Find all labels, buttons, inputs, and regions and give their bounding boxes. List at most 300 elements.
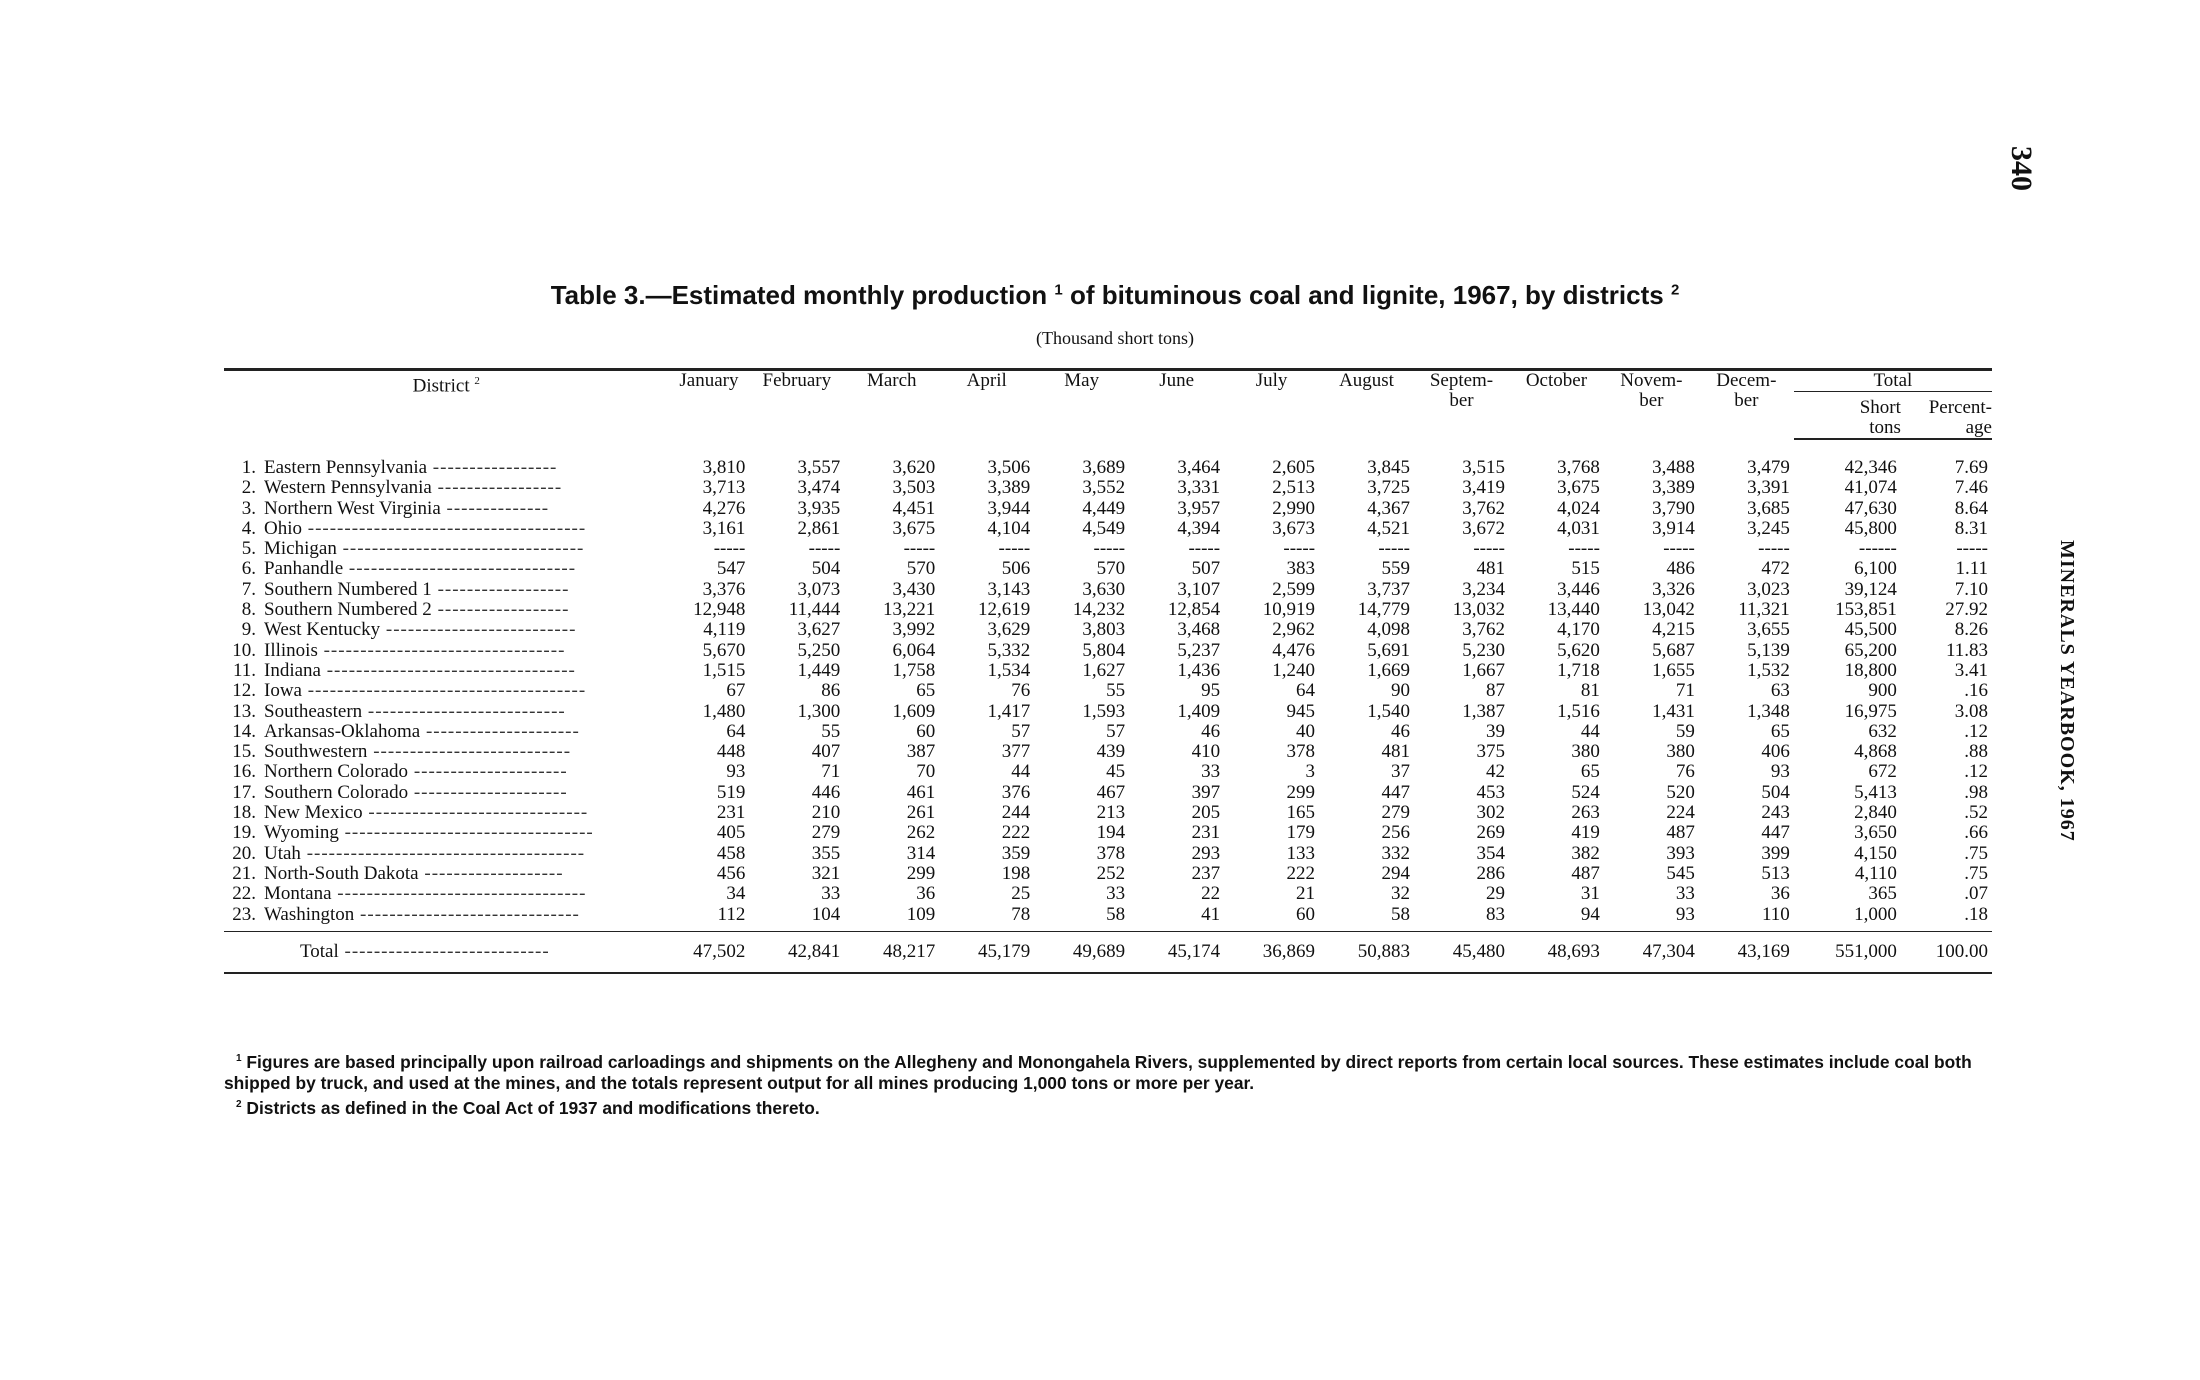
- short-tons-cell: 16,975: [1844, 700, 1897, 722]
- short-tons-cell: 1,000: [1854, 903, 1897, 925]
- short-tons-cell: 3,650: [1854, 822, 1897, 844]
- month-value-cell: 3,790: [1652, 497, 1695, 519]
- month-value-cell: 4,549: [1082, 517, 1126, 539]
- district-cell: 2. Western Pennsylvania -----------------: [241, 478, 563, 499]
- month-value-cell: 14,232: [1072, 599, 1126, 621]
- short-tons-cell: 47,630: [1844, 497, 1897, 519]
- total-month-cell: 42,841: [749, 931, 844, 973]
- district-cell: 14. Arkansas-Oklahoma ---------------------: [232, 721, 580, 742]
- district-cell: 12. Iowa --------------------------------------: [232, 681, 587, 702]
- month-value-cell: 14,779: [1357, 599, 1410, 621]
- percentage-cell: -----: [1956, 538, 1988, 560]
- month-value-cell: 55: [821, 720, 841, 742]
- month-header: March: [844, 370, 939, 440]
- month-value-cell: 4,367: [1367, 497, 1410, 519]
- month-value-cell: 60: [916, 720, 936, 742]
- month-header: Septem- ber: [1414, 370, 1509, 440]
- month-value-cell: 1,534: [987, 659, 1031, 681]
- month-value-cell: 13,032: [1452, 599, 1505, 621]
- month-value-cell: 3,488: [1652, 456, 1695, 478]
- month-value-cell: 57: [1106, 720, 1126, 742]
- total-month-cell: 45,480: [1414, 931, 1509, 973]
- month-value-cell: 448: [716, 741, 746, 763]
- month-value-cell: 3,655: [1747, 619, 1790, 641]
- month-value-cell: 198: [1001, 862, 1031, 884]
- percentage-cell: .75: [1964, 862, 1988, 884]
- month-value-cell: 3,389: [1652, 477, 1695, 499]
- month-value-cell: 1,300: [797, 700, 841, 722]
- month-value-cell: 60: [1296, 903, 1316, 925]
- month-header: January: [669, 370, 750, 440]
- month-value-cell: 513: [1761, 862, 1790, 884]
- month-value-cell: 67: [726, 680, 746, 702]
- month-value-cell: 1,758: [892, 659, 936, 681]
- month-value-cell: 1,348: [1747, 700, 1790, 722]
- month-value-cell: 3,685: [1747, 497, 1790, 519]
- percentage-cell: 7.69: [1954, 457, 1988, 478]
- percentage-cell: 11.83: [1945, 639, 1988, 661]
- month-value-cell: 12,948: [693, 599, 746, 621]
- table-row: [224, 559, 1992, 579]
- month-value-cell: 11,321: [1738, 599, 1790, 621]
- month-value-cell: 4,476: [1272, 639, 1316, 661]
- table-row: [224, 478, 1992, 498]
- footnote-2: $^2$ Districts as defined in the Coal Act of 1937 and modifications thereto.: [236, 1097, 820, 1118]
- month-value-cell: 5,139: [1747, 639, 1790, 661]
- month-value-cell: 90: [1391, 680, 1410, 702]
- short-tons-cell: 6,100: [1854, 558, 1897, 580]
- month-value-cell: 244: [1001, 802, 1031, 824]
- percentage-cell: .12: [1964, 761, 1988, 783]
- month-value-cell: 377: [1001, 741, 1031, 763]
- percentage-cell: 8.26: [1954, 619, 1988, 641]
- table-row: [224, 762, 1992, 782]
- month-value-cell: 570: [906, 558, 936, 580]
- month-value-cell: 4,098: [1367, 619, 1410, 641]
- month-value-cell: 3,675: [1557, 477, 1600, 499]
- month-value-cell: -----: [903, 538, 936, 560]
- month-header: June: [1129, 370, 1224, 440]
- short-tons-cell: 45,500: [1844, 619, 1897, 641]
- month-value-cell: 5,687: [1652, 639, 1695, 661]
- month-value-cell: 3,552: [1082, 477, 1126, 499]
- month-value-cell: 321: [811, 862, 841, 884]
- month-value-cell: 419: [1571, 822, 1600, 844]
- month-value-cell: 302: [1476, 802, 1505, 824]
- month-value-cell: 439: [1096, 741, 1126, 763]
- total-month-cell: 36,869: [1224, 931, 1319, 973]
- table-body: [224, 439, 1992, 973]
- month-value-cell: 481: [1476, 558, 1505, 580]
- month-value-cell: 447: [1381, 781, 1410, 803]
- table-row: [224, 580, 1992, 600]
- month-value-cell: -----: [1093, 538, 1126, 560]
- month-value-cell: 3: [1305, 761, 1316, 783]
- month-value-cell: 3,391: [1747, 477, 1790, 499]
- month-value-cell: 21: [1296, 883, 1316, 905]
- total-label: Total ----------------------------: [224, 931, 669, 973]
- month-value-cell: 3,672: [1462, 517, 1505, 539]
- month-value-cell: 453: [1476, 781, 1505, 803]
- table-row: [224, 783, 1992, 803]
- district-cell: 1. Eastern Pennsylvania -----------------: [241, 456, 558, 478]
- month-value-cell: 95: [1201, 680, 1221, 702]
- percentage-cell: 8.64: [1954, 497, 1988, 519]
- month-value-cell: 399: [1761, 842, 1790, 864]
- month-value-cell: 10,919: [1262, 599, 1316, 621]
- month-value-cell: -----: [1758, 538, 1790, 560]
- page-number: 340: [2005, 146, 2038, 191]
- month-value-cell: 376: [1001, 781, 1031, 803]
- total-month-cell: 43,169: [1699, 931, 1794, 973]
- month-value-cell: -----: [1663, 538, 1695, 560]
- month-value-cell: 3,737: [1367, 578, 1410, 600]
- month-header: Decem- ber: [1699, 370, 1794, 440]
- table-row: [224, 661, 1992, 681]
- month-value-cell: 4,024: [1557, 497, 1600, 519]
- total-short-tons-cell: 551,000: [1794, 931, 1901, 973]
- month-value-cell: 945: [1286, 700, 1316, 722]
- month-value-cell: 3,107: [1177, 578, 1221, 600]
- total-percentage-cell: 100.00: [1901, 931, 1992, 973]
- month-value-cell: 3,389: [987, 477, 1031, 499]
- month-value-cell: 293: [1191, 842, 1221, 864]
- month-value-cell: 3,430: [892, 578, 936, 600]
- title-footnote-mark-2: 2: [1670, 281, 1680, 299]
- month-value-cell: 332: [1381, 842, 1410, 864]
- month-value-cell: 3,675: [892, 517, 936, 539]
- district-cell: 9. West Kentucky --------------------------: [241, 620, 577, 641]
- month-value-cell: 3,479: [1747, 456, 1790, 478]
- total-month-cell: 48,693: [1509, 931, 1604, 973]
- month-value-cell: 472: [1761, 558, 1790, 580]
- district-cell: 15. Southwestern ---------------------------: [232, 742, 572, 763]
- month-value-cell: 133: [1286, 842, 1316, 864]
- month-value-cell: 481: [1381, 741, 1410, 763]
- month-value-cell: 3,557: [797, 456, 841, 478]
- district-cell: 11. Indiana ----------------------------------: [232, 660, 576, 681]
- month-value-cell: 1,627: [1082, 659, 1126, 681]
- total-month-cell: 48,217: [844, 931, 939, 973]
- month-value-cell: 58: [1106, 903, 1126, 925]
- month-value-cell: 3,143: [987, 578, 1031, 600]
- district-cell: 19. Wyoming ----------------------------------: [232, 823, 594, 844]
- short-tons-cell: 65,200: [1844, 639, 1897, 661]
- month-value-cell: 1,431: [1652, 700, 1695, 722]
- percentage-cell: 1.11: [1955, 558, 1988, 580]
- month-value-cell: 263: [1571, 802, 1600, 824]
- short-tons-cell: 42,346: [1844, 457, 1897, 478]
- percentage-cell: .52: [1964, 802, 1988, 824]
- month-value-cell: 70: [916, 761, 936, 783]
- month-value-cell: 375: [1476, 741, 1505, 763]
- table-row: [224, 641, 1992, 661]
- short-tons-cell: 672: [1868, 761, 1897, 783]
- month-value-cell: 5,237: [1177, 639, 1221, 661]
- month-value-cell: 406: [1761, 741, 1790, 763]
- month-value-cell: 29: [1485, 883, 1505, 905]
- month-header: October: [1509, 370, 1604, 440]
- month-value-cell: 3,992: [892, 619, 936, 641]
- month-header: July: [1224, 370, 1319, 440]
- table-row: [224, 600, 1992, 620]
- month-value-cell: 231: [716, 802, 746, 824]
- month-value-cell: 314: [906, 842, 936, 864]
- month-value-cell: 34: [726, 883, 746, 905]
- district-cell: 17. Southern Colorado ---------------------: [232, 782, 568, 803]
- month-value-cell: 4,119: [703, 619, 746, 641]
- month-value-cell: 87: [1485, 680, 1505, 702]
- month-value-cell: 252: [1096, 862, 1126, 884]
- percentage-cell: .07: [1964, 883, 1988, 905]
- district-cell: 18. New Mexico ------------------------------: [232, 803, 589, 824]
- district-cell: 5. Michigan ---------------------------------: [241, 539, 585, 560]
- month-value-cell: 515: [1571, 558, 1600, 580]
- month-value-cell: 33: [1201, 761, 1221, 783]
- month-value-cell: 42: [1485, 761, 1505, 783]
- month-value-cell: 5,691: [1367, 639, 1410, 661]
- district-cell: 13. Southeastern ---------------------------: [232, 701, 566, 722]
- month-value-cell: 1,669: [1367, 659, 1410, 681]
- month-value-cell: 2,962: [1272, 619, 1316, 641]
- month-value-cell: 1,515: [702, 659, 746, 681]
- month-value-cell: 1,240: [1272, 659, 1316, 681]
- month-value-cell: 1,540: [1367, 700, 1410, 722]
- month-value-cell: 3,446: [1557, 578, 1600, 600]
- short-tons-cell: 18,800: [1844, 659, 1897, 681]
- table-title: [0, 280, 2200, 311]
- month-value-cell: 213: [1096, 802, 1126, 824]
- month-value-cell: 33: [821, 883, 841, 905]
- table-row: [224, 864, 1992, 884]
- month-value-cell: 3,914: [1652, 517, 1695, 539]
- month-value-cell: 25: [1011, 883, 1031, 905]
- month-value-cell: 261: [906, 802, 936, 824]
- month-value-cell: 36: [1770, 883, 1790, 905]
- header-row-top: [224, 370, 1992, 392]
- district-cell: 22. Montana ----------------------------------: [232, 884, 587, 905]
- district-cell: 8. Southern Numbered 2 ------------------: [241, 600, 570, 621]
- month-value-cell: 405: [716, 822, 746, 844]
- month-value-cell: 3,331: [1177, 477, 1221, 499]
- percentage-cell: .98: [1964, 781, 1988, 803]
- district-cell: 7. Southern Numbered 1 ------------------: [241, 579, 570, 600]
- month-value-cell: 294: [1381, 862, 1410, 884]
- total-month-cell: 47,304: [1604, 931, 1699, 973]
- short-tons-cell: 5,413: [1854, 781, 1897, 803]
- month-value-cell: 4,394: [1177, 517, 1221, 539]
- month-value-cell: 3,935: [797, 497, 841, 519]
- table-row: [224, 539, 1992, 559]
- short-tons-cell: 41,074: [1844, 477, 1897, 499]
- percentage-cell: .18: [1964, 903, 1988, 925]
- month-value-cell: 57: [1011, 720, 1031, 742]
- month-value-cell: 4,215: [1652, 619, 1695, 641]
- month-value-cell: 4,104: [987, 517, 1031, 539]
- month-value-cell: -----: [1283, 538, 1316, 560]
- running-head: MINERALS YEARBOOK, 1967: [2056, 540, 2078, 842]
- percentage-cell: 7.46: [1954, 477, 1988, 499]
- month-value-cell: 461: [906, 781, 936, 803]
- month-value-cell: 256: [1381, 822, 1410, 844]
- month-value-cell: -----: [1568, 538, 1600, 560]
- month-value-cell: 3,620: [892, 456, 936, 478]
- month-value-cell: 3,944: [987, 497, 1031, 519]
- month-value-cell: 64: [726, 720, 746, 742]
- month-value-cell: 467: [1096, 781, 1126, 803]
- table-row: [224, 884, 1992, 904]
- percentage-header: Percent- age: [1901, 392, 1992, 440]
- month-value-cell: 545: [1666, 862, 1695, 884]
- month-value-cell: 59: [1675, 720, 1695, 742]
- month-value-cell: 299: [1286, 781, 1316, 803]
- month-header: February: [749, 370, 844, 440]
- month-value-cell: 22: [1201, 883, 1221, 905]
- month-value-cell: 4,451: [892, 497, 936, 519]
- month-value-cell: -----: [808, 538, 841, 560]
- month-value-cell: 507: [1191, 558, 1221, 580]
- percentage-cell: 27.92: [1945, 599, 1988, 621]
- month-value-cell: 71: [821, 761, 841, 783]
- month-value-cell: 86: [821, 680, 841, 702]
- month-value-cell: 407: [811, 741, 841, 763]
- month-value-cell: 359: [1001, 842, 1031, 864]
- month-value-cell: 382: [1571, 842, 1600, 864]
- month-value-cell: 3,627: [797, 619, 841, 641]
- month-value-cell: 3,768: [1557, 456, 1600, 478]
- month-value-cell: 1,609: [892, 700, 936, 722]
- month-value-cell: 4,449: [1082, 497, 1126, 519]
- month-value-cell: 524: [1571, 781, 1600, 803]
- district-header: District $^2$: [224, 370, 669, 440]
- month-value-cell: 222: [1001, 822, 1031, 844]
- month-value-cell: 380: [1666, 741, 1695, 763]
- month-value-cell: 286: [1476, 862, 1505, 884]
- month-value-cell: 6,064: [892, 639, 936, 661]
- district-cell: 4. Ohio --------------------------------------: [241, 518, 587, 539]
- month-value-cell: 65: [1580, 761, 1600, 783]
- month-value-cell: 3,713: [702, 477, 746, 499]
- month-value-cell: 41: [1201, 903, 1221, 925]
- month-value-cell: 231: [1191, 822, 1221, 844]
- month-value-cell: 55: [1106, 680, 1126, 702]
- month-value-cell: 397: [1191, 781, 1221, 803]
- month-value-cell: 5,332: [987, 639, 1031, 661]
- month-value-cell: 262: [906, 822, 936, 844]
- month-value-cell: 1,718: [1557, 659, 1600, 681]
- short-tons-header: Short tons: [1794, 392, 1901, 440]
- percentage-cell: .66: [1964, 822, 1988, 844]
- table-row: [224, 499, 1992, 519]
- short-tons-cell: 632: [1868, 720, 1897, 742]
- table-title-rest: of bituminous coal and lignite, 1967, by districts: [1069, 280, 1664, 310]
- month-value-cell: 2,861: [797, 517, 841, 539]
- month-value-cell: 570: [1096, 558, 1126, 580]
- month-value-cell: 109: [906, 903, 936, 925]
- month-value-cell: 410: [1191, 741, 1221, 763]
- month-header: Novem- ber: [1604, 370, 1699, 440]
- percentage-cell: .16: [1964, 680, 1988, 702]
- month-value-cell: 3,474: [797, 477, 841, 499]
- short-tons-cell: 153,851: [1835, 599, 1897, 621]
- month-value-cell: 12,619: [977, 599, 1031, 621]
- month-header: April: [939, 370, 1034, 440]
- month-value-cell: 2,990: [1272, 497, 1316, 519]
- district-cell: 23. Washington ------------------------------: [232, 904, 580, 925]
- district-cell: 20. Utah --------------------------------------: [232, 843, 586, 864]
- month-value-cell: 378: [1286, 741, 1316, 763]
- month-value-cell: 3,810: [702, 456, 746, 478]
- month-value-cell: 13,440: [1547, 599, 1600, 621]
- month-value-cell: 1,667: [1462, 659, 1505, 681]
- total-month-cell: 45,179: [939, 931, 1034, 973]
- table-subtitle: (Thousand short tons): [1036, 328, 1194, 348]
- month-value-cell: 446: [811, 781, 841, 803]
- total-month-cell: 47,502: [669, 931, 750, 973]
- total-month-cell: 45,174: [1129, 931, 1224, 973]
- month-value-cell: 13,042: [1642, 599, 1695, 621]
- month-value-cell: 1,532: [1747, 659, 1790, 681]
- table-row: [224, 620, 1992, 640]
- month-value-cell: 76: [1675, 761, 1695, 783]
- month-value-cell: 4,276: [702, 497, 746, 519]
- month-value-cell: 93: [1770, 761, 1790, 783]
- percentage-cell: .12: [1964, 720, 1988, 742]
- district-cell: 21. North-South Dakota -------------------: [232, 863, 564, 884]
- month-value-cell: 2,605: [1272, 456, 1316, 478]
- month-value-cell: 63: [1770, 680, 1790, 702]
- month-value-cell: 76: [1011, 680, 1031, 702]
- month-value-cell: 3,957: [1177, 497, 1221, 519]
- month-value-cell: -----: [998, 538, 1031, 560]
- month-value-cell: 355: [811, 842, 841, 864]
- table-row: [224, 722, 1992, 742]
- month-value-cell: 3,506: [987, 456, 1031, 478]
- total-month-cell: 49,689: [1034, 931, 1129, 973]
- month-value-cell: 487: [1571, 862, 1600, 884]
- month-value-cell: 3,845: [1367, 456, 1410, 478]
- month-value-cell: 486: [1666, 558, 1695, 580]
- month-value-cell: 3,725: [1367, 477, 1410, 499]
- month-value-cell: 78: [1011, 903, 1031, 925]
- month-value-cell: -----: [713, 538, 746, 560]
- month-value-cell: 83: [1485, 903, 1505, 925]
- month-value-cell: 11,444: [788, 599, 841, 621]
- percentage-cell: 3.08: [1954, 700, 1988, 722]
- month-value-cell: 194: [1096, 822, 1126, 844]
- month-value-cell: 504: [1761, 781, 1790, 803]
- month-value-cell: 3,630: [1082, 578, 1126, 600]
- month-value-cell: 5,670: [702, 639, 746, 661]
- month-value-cell: 279: [1381, 802, 1410, 824]
- month-value-cell: 205: [1191, 802, 1221, 824]
- month-value-cell: 93: [1675, 903, 1695, 925]
- month-value-cell: 224: [1666, 802, 1695, 824]
- month-value-cell: 46: [1391, 720, 1410, 742]
- month-value-cell: 45: [1106, 761, 1126, 783]
- month-value-cell: 4,521: [1367, 517, 1410, 539]
- month-value-cell: 13,221: [882, 599, 936, 621]
- month-value-cell: 1,480: [702, 700, 746, 722]
- month-value-cell: 65: [916, 680, 936, 702]
- table-row: [224, 702, 1992, 722]
- month-value-cell: 3,629: [987, 619, 1031, 641]
- month-value-cell: 3,073: [797, 578, 841, 600]
- month-value-cell: 3,689: [1082, 456, 1126, 478]
- district-cell: 10. Illinois ---------------------------------: [232, 640, 566, 661]
- month-value-cell: 504: [811, 558, 841, 580]
- short-tons-cell: 4,150: [1854, 842, 1897, 864]
